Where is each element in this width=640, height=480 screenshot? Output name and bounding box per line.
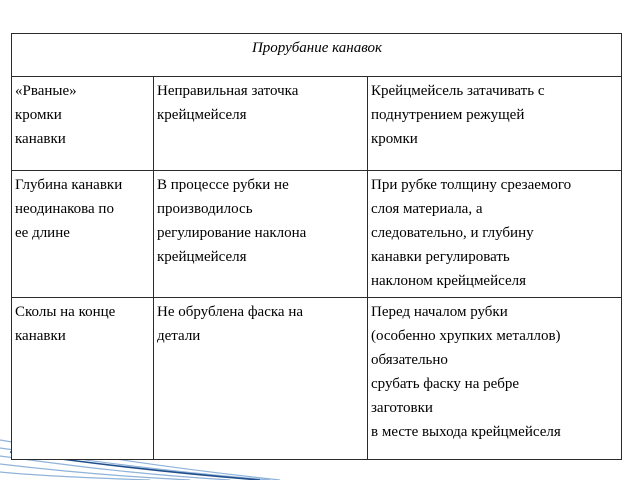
cell-line: регулирование наклона [157, 225, 307, 241]
cell-line: (особенно хрупких металлов) [371, 328, 561, 344]
cell-line: канавки [15, 328, 66, 344]
remedy-cell [368, 77, 622, 171]
table-row [12, 171, 622, 298]
table-row [12, 298, 622, 460]
cell-line: слоя материала, а [371, 201, 483, 217]
troubleshooting-table [11, 33, 622, 460]
cell-line: Не обрублена фаска на [157, 304, 304, 320]
cause-cell [154, 298, 368, 460]
cell-line: кромки [371, 131, 418, 147]
cell-line: производилось [157, 201, 253, 217]
table-title-row [12, 34, 622, 77]
cell-line: срубать фаску на ребре [371, 376, 520, 392]
cause-cell [154, 171, 368, 298]
cell-line: следовательно, и глубину [371, 225, 534, 241]
cell-line: Неправильная заточка [157, 83, 299, 99]
remedy-cell [368, 298, 622, 460]
cell-line: детали [157, 328, 201, 344]
table-title: Прорубание канавок [12, 34, 622, 77]
cell-line: крейцмейселя [157, 107, 247, 123]
defect-cell [12, 298, 154, 460]
cell-line: обязательно [371, 352, 448, 368]
remedy-cell [368, 171, 622, 298]
cell-line: Крейцмейсель затачивать с [371, 83, 545, 99]
cause-cell [154, 77, 368, 171]
cell-line: Глубина канавки [15, 177, 123, 193]
cell-line: в месте выхода крейцмейселя [371, 424, 561, 440]
cell-line: Перед началом рубки [371, 304, 508, 320]
cell-line: При рубке толщину срезаемого [371, 177, 572, 193]
table-row [12, 77, 622, 171]
cell-line: «Рваные» [15, 83, 77, 99]
defect-cell [12, 77, 154, 171]
cell-line: кромки [15, 107, 62, 123]
cell-line: ее длине [15, 225, 70, 241]
cell-line: В процессе рубки не [157, 177, 289, 193]
cell-line: канавки [15, 131, 66, 147]
cell-line: канавки регулировать [371, 249, 510, 265]
defect-cell [12, 171, 154, 298]
cell-line: наклоном крейцмейселя [371, 273, 527, 289]
cell-line: заготовки [371, 400, 433, 416]
cell-line: поднутрением режущей [371, 107, 525, 123]
cell-line: неодинакова по [15, 201, 114, 217]
cell-line: крейцмейселя [157, 249, 247, 265]
cell-line: Сколы на конце [15, 304, 116, 320]
